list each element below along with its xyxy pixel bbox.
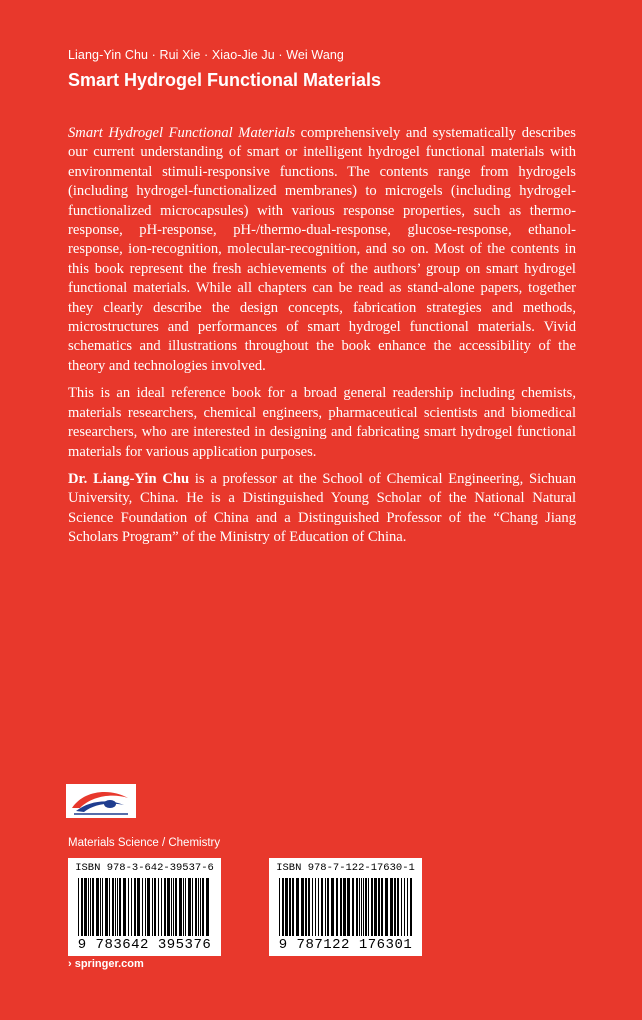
subject-category: Materials Science / Chemistry <box>68 837 221 849</box>
barcode-springer <box>68 858 221 956</box>
barcode-bar <box>105 878 108 936</box>
barcode-bar <box>361 878 362 936</box>
barcode-bar <box>315 878 316 936</box>
barcode-bar <box>374 878 377 936</box>
barcode-bar <box>410 878 412 936</box>
springer-link[interactable]: › springer.com <box>68 958 144 970</box>
barcode-bar <box>321 878 323 936</box>
barcode-bar <box>137 878 140 936</box>
description-text: comprehensively and systematically describes our current understanding of smart or intelligent hydrogel functional materials with environmental stimuli-responsive functions. The contents range from hydrogels (including hydrogel-functionalized membranes) to microgels (including hydrogel-functionalized microcapsules) with various response properties, such as thermo-response, pH-response, pH-/thermo-dual-response, glucose-response, ethanol-response, ion-recognition, molecular-recognition, and so on. Most of the contents in this book represent the fresh achievements of the authors’ group on smart hydrogel functional materials. While all chapters can be read as stand-alone papers, together they clearly describe the design concepts, fabrication strategies and methods, microstructures and performances of smart hydrogel functional materials. Vivid schematics and illustrations throughout the book enhance the accessibility of the theory and technologies involved. <box>68 125 576 374</box>
publisher-logo-icon <box>66 784 136 818</box>
barcode-bar <box>206 878 209 936</box>
barcode-bar <box>147 878 150 936</box>
barcode-bar <box>142 878 143 936</box>
barcode-bar <box>289 878 291 936</box>
barcode-bar <box>185 878 186 936</box>
barcode-bar <box>285 878 288 936</box>
barcode-bar <box>192 878 193 936</box>
barcode-bar <box>352 878 354 936</box>
barcode-bar <box>305 878 307 936</box>
barcode-bar <box>88 878 89 936</box>
barcode-bar <box>183 878 184 936</box>
barcode-bar <box>407 878 408 936</box>
barcode-bar <box>292 878 294 936</box>
barcode-bar <box>371 878 373 936</box>
barcode-bar <box>279 878 280 936</box>
title-italic: Smart Hydrogel Functional Materials <box>68 125 296 141</box>
barcode-bar <box>397 878 399 936</box>
barcode-bar <box>347 878 350 936</box>
book-title: Smart Hydrogel Functional Materials <box>68 70 382 90</box>
barcode-bar <box>340 878 342 936</box>
barcode-bar <box>119 878 121 936</box>
author-bio-text: is a professor at the School of Chemical Engineering, Sichuan University, China. He is a Distinguished Young Scholar of the National Natural Science Foundation of China and a Distinguished Professor of the “Chang Jiang Scholars Program” of the Ministry of Education of China. <box>68 470 576 546</box>
barcode-bar <box>90 878 91 936</box>
barcode-bar <box>84 878 87 936</box>
barcode-bar <box>331 878 334 936</box>
barcode-bar <box>134 878 136 936</box>
barcode-bar <box>81 878 83 936</box>
barcode-bar <box>282 878 284 936</box>
barcode-bar <box>188 878 191 936</box>
barcode-bar <box>123 878 126 936</box>
barcode-bar <box>202 878 204 936</box>
barcode-bar <box>128 878 129 936</box>
barcode-bars <box>76 878 213 936</box>
barcode-bar <box>195 878 197 936</box>
barcode-bar <box>145 878 146 936</box>
barcode-bar <box>401 878 402 936</box>
barcode-bar <box>356 878 358 936</box>
barcode-bar <box>363 878 364 936</box>
barcode-bar <box>336 878 338 936</box>
barcode-bar <box>368 878 369 936</box>
barcode-bar <box>92 878 94 936</box>
barcode-bar <box>161 878 162 936</box>
barcode-digits: 9 787122 176301 <box>278 937 413 953</box>
barcode-bar <box>179 878 182 936</box>
barcode-bar <box>131 878 132 936</box>
barcode-digits: 9 783642 395376 <box>77 937 212 953</box>
barcode-bars <box>277 878 414 936</box>
barcode-bar <box>318 878 319 936</box>
barcode-bar <box>325 878 326 936</box>
barcode-bar <box>164 878 166 936</box>
barcode-bar <box>100 878 101 936</box>
back-cover-blurb <box>68 124 576 556</box>
barcode-bar <box>173 878 174 936</box>
barcode-bar <box>109 878 110 936</box>
barcode-bar <box>381 878 383 936</box>
barcode-bar <box>198 878 199 936</box>
barcode-bar <box>378 878 380 936</box>
readership-paragraph: This is an ideal reference book for a broad general readership including chemists, materials researchers, chemical engineers, pharmaceutical scientists and biomedical researchers, who are interested in designing and fabricating smart hydrogel functional materials for various application purposes. <box>68 385 576 460</box>
barcode-bar <box>385 878 388 936</box>
barcode-bar <box>343 878 346 936</box>
barcode-bar <box>296 878 299 936</box>
description-paragraph <box>68 124 576 376</box>
authors-line: Liang-Yin Chu · Rui Xie · Xiao-Jie Ju · Wei Wang <box>68 48 344 62</box>
barcode-bar <box>152 878 153 936</box>
barcode-bar <box>301 878 304 936</box>
barcode-bar <box>359 878 360 936</box>
barcode-bar <box>158 878 159 936</box>
barcode-bar <box>96 878 99 936</box>
barcode-bar <box>171 878 172 936</box>
barcode-bar <box>390 878 393 936</box>
barcode-bar <box>115 878 116 936</box>
barcode-bar <box>102 878 103 936</box>
isbn-label: ISBN 978-3-642-39537-6 <box>75 862 214 874</box>
barcode-bar <box>175 878 177 936</box>
barcode-bar <box>394 878 396 936</box>
author-bio-paragraph <box>68 470 576 548</box>
barcode-bar <box>117 878 118 936</box>
barcode-bar <box>200 878 201 936</box>
barcode-cip <box>269 858 422 956</box>
barcode-bar <box>327 878 329 936</box>
barcode-bar <box>78 878 79 936</box>
barcode-bar <box>112 878 114 936</box>
barcode-bar <box>365 878 367 936</box>
barcode-bar <box>404 878 405 936</box>
barcode-bar <box>154 878 156 936</box>
barcode-bar <box>308 878 310 936</box>
isbn-label: ISBN 978-7-122-17630-1 <box>276 862 415 874</box>
barcode-bar <box>167 878 170 936</box>
barcode-bar <box>312 878 313 936</box>
author-name: Dr. Liang-Yin Chu <box>68 470 190 487</box>
